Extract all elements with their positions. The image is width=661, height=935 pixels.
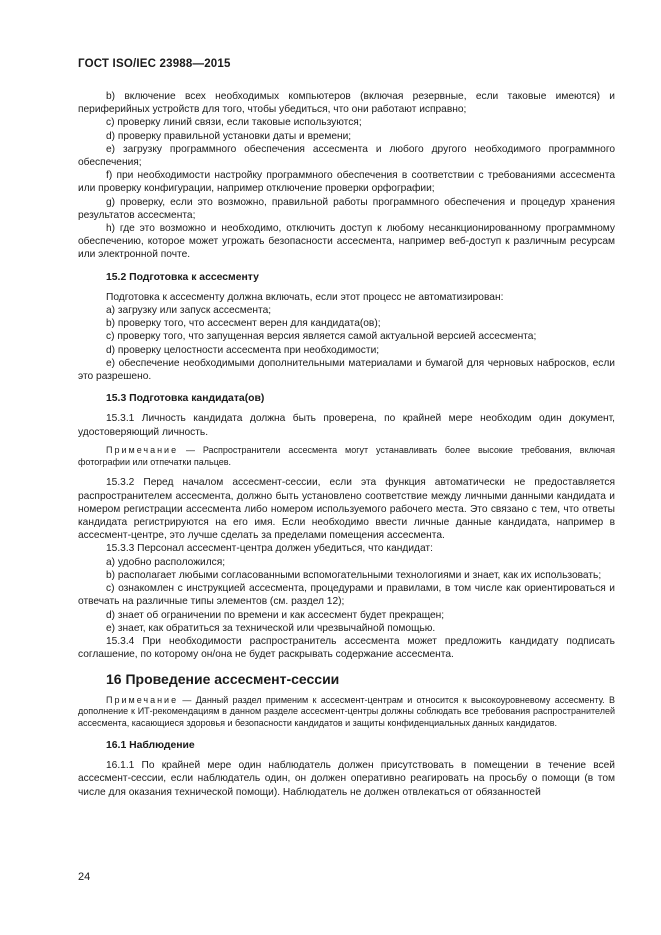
list-item: a) удобно расположился; [106, 556, 226, 568]
paragraph: 15.3.1 Личность кандидата должна быть проверена, по крайней мере необходим один документ, удостоверяющий личность. [78, 413, 615, 438]
page-content [78, 90, 615, 799]
list-item: d) знает об ограничении по времени и как ассесмент будет прекращен; [106, 609, 445, 621]
list-item: f) при необходимости настройку программного обеспечения в соответствии с требованиями ассесмента или проверку конфигурации, например отключение проверки орфографии; [78, 170, 615, 195]
paragraph: Подготовка к ассесменту должна включать, если этот процесс не автоматизирован: [106, 291, 504, 303]
list-item: g) проверку, если это возможно, правильной работы программного обеспечения и процедур хранения результатов ассесмента; [78, 196, 615, 221]
list-item: h) где это возможно и необходимо, отключить доступ к любому несанкционированному программному обеспечению, которое может угрожать безопасности ассесмента, например веб-доступ к различным ресурсам или электронной почте. [78, 223, 615, 261]
note-text: — Данный раздел применим к ассесмент-центрам и относится к высокоуровневому ассесменту. В дополнение к ИТ-рекомендациям в данном разделе ассесмент-центры должны соблюдать все требования распространителей ассесмента, касающиеся здоровья и безопасности кандидатов и защиты конфиденциальных данных кандидатов. [78, 694, 615, 729]
list-item: c) проверку линий связи, если таковые используются; [106, 117, 362, 129]
note-label: Примечание [106, 444, 179, 455]
paragraph: 15.3.2 Перед началом ассесмент-сессии, если эта функция автоматически не предоставляется распространителем ассесмента, должно быть установлено соответствие между личными данными кандидата и номером регистрации ассесмента либо номером используемого рабочего места. Это связано с тем, что ответы кандидата регистрируются на его имя. Если необходимо ввести личные данные кандидата, например в ассесмент-центре, это лучше сделать за пределами помещения ассесмента. [78, 477, 615, 542]
list-item: b) проверку того, что ассесмент верен для кандидата(ов); [106, 318, 381, 330]
section-heading-15-3: 15.3 Подготовка кандидата(ов) [106, 393, 265, 405]
page-number: 24 [78, 871, 91, 883]
paragraph: 15.3.3 Персонал ассесмент-центра должен убедиться, что кандидат: [106, 543, 433, 555]
section-heading-16: 16 Проведение ассесмент-сессии [106, 671, 340, 688]
list-item: d) проверку целостности ассесмента при необходимости; [106, 344, 380, 356]
note [78, 445, 615, 469]
paragraph: 16.1.1 По крайней мере один наблюдатель должен присутствовать в помещении в течение всей ассесмент-сессии, если наблюдатель один, он должен оперативно реагировать на просьбу о помощи (в том числе для оказания технической помощи). Наблюдатель не должен отвлекаться от обязанностей [78, 760, 615, 798]
document-header: ГОСТ ISO/IEC 23988—2015 [78, 58, 231, 70]
list-item: a) загрузку или запуск ассесмента; [106, 305, 272, 317]
note-text: — Распространители ассесмента могут устанавливать более высокие требования, включая фотографии или отпечатки пальцев. [78, 444, 615, 467]
section-heading-15-2: 15.2 Подготовка к ассесменту [106, 271, 259, 283]
list-item: c) ознакомлен с инструкцией ассесмента, процедурами и правилами, в том числе как ориентироваться и отвечать на различные типы элементов (см. раздел 12); [78, 583, 615, 608]
list-item: e) обеспечение необходимыми дополнительными материалами и бумагой для черновых набросков, если это разрешено. [78, 357, 615, 383]
list-item: d) проверку правильной установки даты и времени; [106, 130, 352, 142]
note-label: Примечание [106, 694, 179, 705]
list-item: b) располагает любыми согласованными вспомогательными технологиями и знает, как их использовать; [106, 569, 602, 581]
section-heading-16-1: 16.1 Наблюдение [106, 739, 195, 751]
list-item: e) загрузку программного обеспечения ассесмента и любого другого необходимого программного обеспечения; [78, 143, 615, 169]
list-item: b) включение всех необходимых компьютеров (включая резервные, если таковые имеются) и периферийных устройств для того, чтобы убедиться, что они работают исправно; [78, 91, 615, 116]
list-item: e) знает, как обратиться за технической или чрезвычайной помощью. [106, 622, 436, 634]
note [78, 695, 615, 730]
list-item: c) проверку того, что запущенная версия является самой актуальной версией ассесмента; [106, 331, 537, 343]
paragraph: 15.3.4 При необходимости распространитель ассесмента может предложить кандидату подписать соглашение, по которому он/она не будет раскрывать содержание ассесмента. [78, 635, 615, 661]
